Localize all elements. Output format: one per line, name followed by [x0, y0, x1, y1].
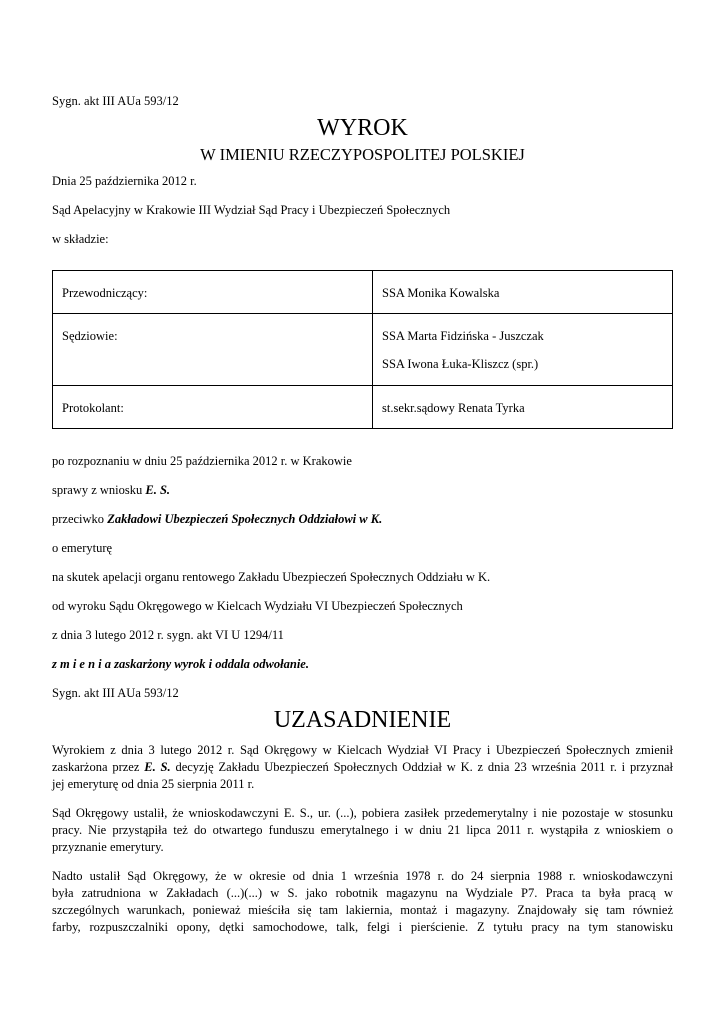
defendant-line: przeciwko Zakładowi Ubezpieczeń Społecznych Oddziałowi w K.: [52, 512, 383, 526]
paragraph-1: Wyrokiem z dnia 3 lutego 2012 r. Sąd Okręgowy w Kielcach Wydział VI Pracy i Ubezpieczeń Społecznych zmienił zaskarżona przez E. S. decyzję Zakładu Ubezpieczeń Społecznych Oddział w K. z dnia 23 września 2011 r. i przyznał jej emeryturę od dnia 25 sierpnia 2011 r.: [52, 743, 674, 791]
paragraph-2: Sąd Okręgowy ustalił, że wnioskodawczyni E. S., ur. (...), pobiera zasiłek przedemerytalny i nie pozostaje w stosunku pracy. Nie przystąpiła też do otwartego funduszu emerytalnego i w dniu 21 lipca 2011 r. wystąpiła z wnioskiem o przyznanie emerytury.: [52, 806, 673, 854]
role-cell: Protokolant:: [53, 386, 373, 429]
composition-label: w składzie:: [52, 232, 109, 246]
court-name: Sąd Apelacyjny w Krakowie III Wydział Sąd Pracy i Ubezpieczeń Społecznych: [52, 203, 451, 217]
table-row: [53, 271, 673, 314]
ruling-line: z m i e n i a zaskarżony wyrok i oddala odwołanie.: [52, 657, 309, 671]
judgment-title: WYROK: [317, 115, 408, 141]
application-line: sprawy z wniosku E. S.: [52, 483, 171, 497]
judgment-date: Dnia 25 października 2012 r.: [52, 174, 197, 188]
applicant-name: E. S.: [145, 483, 171, 497]
judgment-subtitle: W IMIENIU RZECZYPOSPOLITEJ POLSKIEJ: [200, 145, 525, 164]
role-cell: Sędziowie:: [53, 314, 373, 386]
paragraph-3: Nadto ustalił Sąd Okręgowy, że w okresie od dnia 1 września 1978 r. do 24 sierpnia 1988 r. wnioskodawczyni była zatrudniona w Zakładach (...)(...) w S. jako robotnik magazynu na Wydziale P7. Praca ta była pracą w szczególnych warunkach, ponieważ mieściła się tam lakiernia, montaż i magazyny. Znajdowały się tam również farby, rozpuszczalniki opony, dętki samochodowe, talk, felgi i pierścienie. Z tytułu pracy na tym stanowisku: [52, 869, 673, 934]
composition-table: [52, 270, 673, 429]
appeal-line: na skutek apelacji organu rentowego Zakładu Ubezpieczeń Społecznych Oddziału w K.: [52, 570, 491, 584]
table-row: [53, 386, 673, 429]
role-cell: Przewodniczący:: [53, 271, 373, 314]
hearing-line: po rozpoznaniu w dniu 25 października 2012 r. w Krakowie: [52, 454, 352, 468]
defendant-name: Zakładowi Ubezpieczeń Społecznych Oddziałowi w K.: [107, 512, 383, 526]
table-row: [53, 314, 673, 386]
case-signature-bottom: Sygn. akt III AUa 593/12: [52, 686, 179, 700]
judgment-date-line: z dnia 3 lutego 2012 r. sygn. akt VI U 1294/11: [52, 628, 284, 642]
justification-title: UZASADNIENIE: [273, 707, 452, 733]
names-cell: SSA Marta Fidzińska - Juszczak SSA Iwona Łuka-Kliszcz (spr.): [373, 314, 673, 386]
names-cell: SSA Monika Kowalska: [373, 271, 673, 314]
names-cell: st.sekr.sądowy Renata Tyrka: [373, 386, 673, 429]
case-signature-top: Sygn. akt III AUa 593/12: [52, 94, 179, 108]
judgment-from-line: od wyroku Sądu Okręgowego w Kielcach Wydziału VI Ubezpieczeń Społecznych: [52, 599, 463, 613]
subject-line: o emeryturę: [52, 541, 113, 555]
